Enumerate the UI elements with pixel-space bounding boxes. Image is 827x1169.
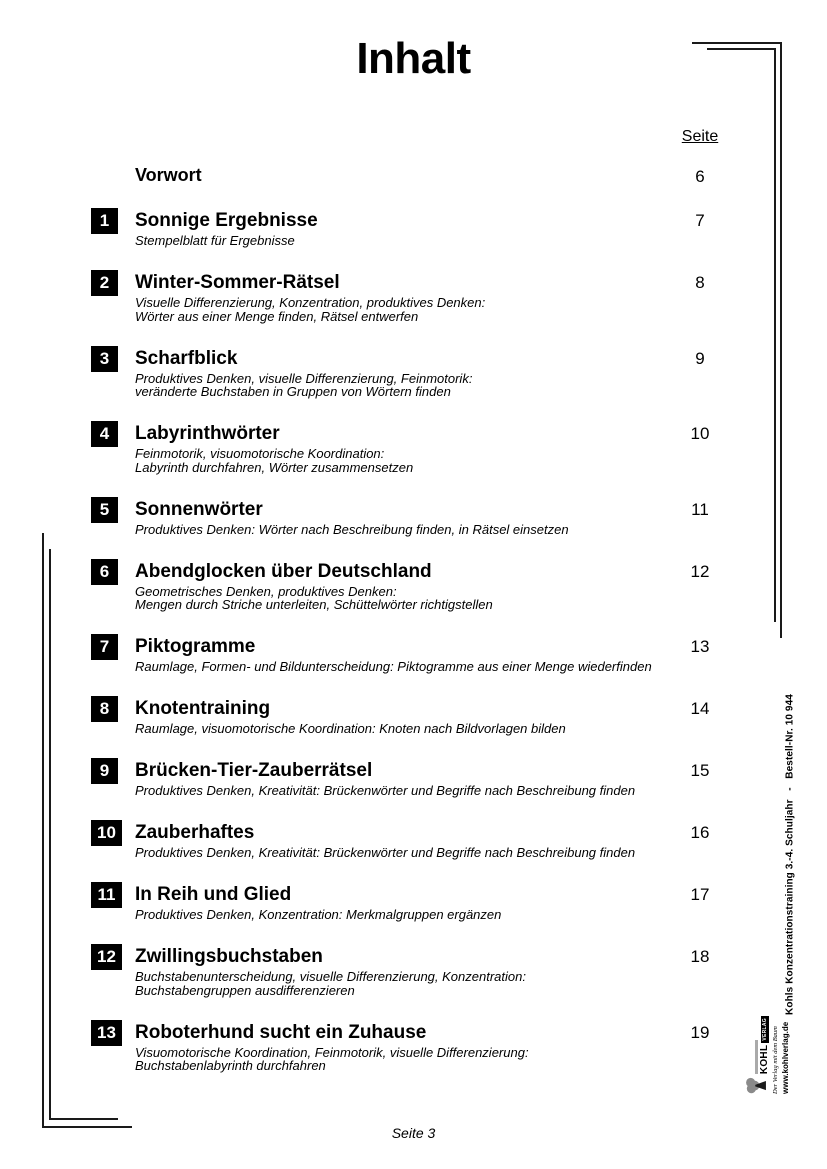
toc-entry bbox=[91, 420, 731, 474]
entry-description-line: Produktives Denken: Wörter nach Beschreibung finden, in Rätsel einsetzen bbox=[135, 521, 569, 537]
entry-page-number: 18 bbox=[690, 947, 710, 966]
entry-title: Knotentraining bbox=[135, 698, 271, 719]
entry-description-line: Feinmotorik, visuomotorische Koordination: bbox=[135, 446, 385, 461]
toc-entry bbox=[91, 695, 731, 736]
toc-entry bbox=[91, 757, 731, 798]
entry-description-line: Produktives Denken, visuelle Differenzierung, Feinmotorik: bbox=[135, 370, 473, 386]
publisher-name: KOHL bbox=[759, 1044, 770, 1075]
vorwort-row bbox=[91, 165, 731, 185]
publisher-tagline: Der Verlag mit dem Baum bbox=[772, 1026, 779, 1094]
entry-description-line: Wörter aus einer Menge finden, Rätsel entwerfen bbox=[135, 308, 419, 324]
entry-number-badge: 7 bbox=[91, 634, 118, 660]
entry-number-badge: 10 bbox=[91, 820, 122, 846]
vorwort-label: Vorwort bbox=[135, 165, 202, 185]
entry-description-line: veränderte Buchstaben in Gruppen von Wörtern finden bbox=[135, 384, 451, 399]
entry-title: Zauberhaftes bbox=[135, 822, 255, 843]
entry-title: In Reih und Glied bbox=[135, 884, 292, 905]
toc-entry bbox=[91, 1019, 731, 1073]
entry-title: Abendglocken über Deutschland bbox=[135, 560, 432, 582]
entry-page-number: 11 bbox=[691, 499, 709, 519]
toc-entries bbox=[91, 207, 731, 1073]
entry-page-number: 17 bbox=[690, 885, 710, 904]
entry-title: Sonnige Ergebnisse bbox=[135, 210, 318, 231]
toc-entry bbox=[91, 207, 731, 248]
publisher-url: www.kohlverlag.de bbox=[781, 1021, 790, 1094]
entry-page-number: 19 bbox=[690, 1022, 710, 1042]
entry-title: Piktogramme bbox=[135, 636, 256, 657]
entry-title: Brücken-Tier-Zauberrätsel bbox=[135, 760, 373, 781]
publisher-name-block bbox=[755, 1016, 771, 1074]
entry-title: Winter-Sommer-Rätsel bbox=[135, 272, 340, 293]
publisher-logo-lockup bbox=[741, 1016, 771, 1094]
entry-number-badge: 11 bbox=[91, 882, 122, 908]
entry-description-line: Produktives Denken, Kreativität: Brückenwörter und Begriffe nach Beschreibung finden bbox=[135, 783, 636, 798]
vorwort-page-number: 6 bbox=[695, 167, 705, 186]
entry-page-number: 14 bbox=[690, 699, 710, 718]
toc-entry bbox=[91, 269, 731, 323]
entry-description-line: Buchstabenlabyrinth durchfahren bbox=[135, 1058, 326, 1073]
entry-description-line: Produktives Denken, Kreativität: Brückenwörter und Begriffe nach Beschreibung finden bbox=[135, 845, 636, 860]
page-column-header: Seite bbox=[681, 128, 719, 145]
entry-title: Zwillingsbuchstaben bbox=[135, 946, 323, 967]
entry-description-line: Visuelle Differenzierung, Konzentration, produktives Denken: bbox=[135, 295, 486, 310]
entry-description-line: Stempelblatt für Ergebnisse bbox=[135, 233, 295, 248]
entry-number-badge: 13 bbox=[91, 1020, 122, 1046]
tree-icon bbox=[741, 1077, 771, 1094]
entry-number-badge: 8 bbox=[91, 696, 118, 722]
toc-entry bbox=[91, 633, 731, 674]
toc-entry bbox=[91, 345, 731, 399]
entry-number-badge: 4 bbox=[91, 421, 118, 447]
entry-title: Roboterhund sucht ein Zuhause bbox=[135, 1021, 427, 1043]
entry-page-number: 10 bbox=[690, 424, 710, 443]
entry-description-line: Buchstabengruppen ausdifferenzieren bbox=[135, 982, 355, 998]
table-of-contents bbox=[91, 165, 731, 1094]
entry-description-line: Raumlage, Formen- und Bildunterscheidung: Piktogramme aus einer Menge wiederfinden bbox=[135, 659, 652, 674]
entry-page-number: 8 bbox=[695, 273, 705, 292]
entry-page-number: 12 bbox=[690, 561, 710, 581]
entry-page-number: 7 bbox=[695, 211, 705, 230]
sidebar-series-info: Kohls Konzentrationstraining 3.-4. Schuljahr - Bestell-Nr. 10 944 bbox=[784, 694, 796, 1015]
entry-description-line: Buchstabenunterscheidung, visuelle Differenzierung, Konzentration: bbox=[135, 969, 526, 984]
entry-description-line: Visuomotorische Koordination, Feinmotorik, visuelle Differenzierung: bbox=[135, 1044, 529, 1060]
entry-description-line: Mengen durch Striche unterleiten, Schüttelwörter richtigstellen bbox=[135, 597, 493, 612]
publisher-logo bbox=[741, 1016, 799, 1094]
entry-page-number: 16 bbox=[690, 823, 710, 842]
entry-description-line: Produktives Denken, Konzentration: Merkmalgruppen ergänzen bbox=[135, 907, 502, 922]
entry-description-line: Labyrinth durchfahren, Wörter zusammensetzen bbox=[135, 459, 414, 475]
toc-entry bbox=[91, 943, 731, 997]
entry-number-badge: 3 bbox=[91, 346, 118, 372]
toc-entry bbox=[91, 558, 731, 612]
entry-page-number: 13 bbox=[690, 637, 710, 656]
entry-page-number: 9 bbox=[695, 348, 705, 368]
entry-number-badge: 1 bbox=[91, 208, 118, 234]
toc-entry bbox=[91, 496, 731, 537]
toc-entry bbox=[91, 881, 731, 922]
entry-title: Labyrinthwörter bbox=[135, 423, 280, 444]
page-title: Inhalt bbox=[356, 34, 471, 83]
entry-title: Sonnenwörter bbox=[135, 498, 263, 520]
publisher-badge: VERLAG bbox=[761, 1018, 768, 1041]
entry-page-number: 15 bbox=[690, 761, 710, 780]
logo-fineprint-bar bbox=[755, 1040, 758, 1074]
entry-description-line: Raumlage, visuomotorische Koordination: Knoten nach Bildvorlagen bilden bbox=[135, 721, 566, 736]
entry-number-badge: 6 bbox=[91, 559, 118, 585]
entry-number-badge: 2 bbox=[91, 270, 118, 296]
toc-entry bbox=[91, 819, 731, 860]
footer-page-number: Seite 3 bbox=[391, 1125, 436, 1141]
entry-description-line: Geometrisches Denken, produktives Denken: bbox=[135, 583, 397, 599]
entry-title: Scharfblick bbox=[135, 347, 238, 369]
entry-number-badge: 9 bbox=[91, 758, 118, 784]
entry-number-badge: 5 bbox=[91, 497, 118, 523]
entry-number-badge: 12 bbox=[91, 944, 122, 970]
